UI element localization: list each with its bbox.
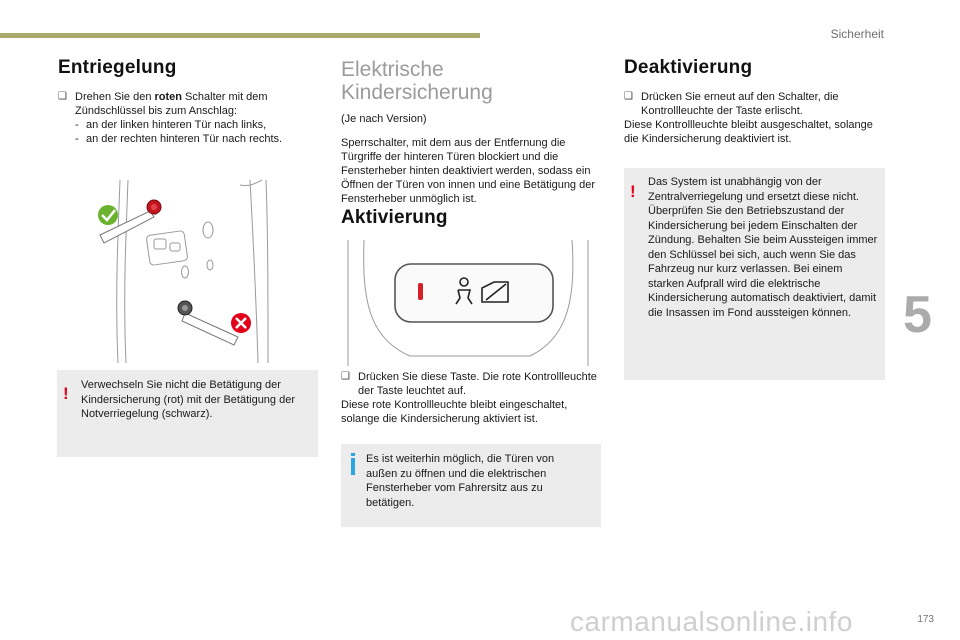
exclamation-icon: ! [630,182,636,201]
square-bullet-icon: ❑ [341,371,350,382]
exclamation-icon: ! [63,384,69,403]
aktivierung-steps [341,370,603,426]
screw-hole [203,222,213,238]
watermark: carmanualsonline.info [570,606,853,637]
deaktivierung-title: Deaktivierung [624,57,753,78]
square-bullet-icon: ❑ [58,91,67,102]
header-accent-bar [0,33,480,38]
door-lock-illustration [90,175,280,365]
entriegelung-step [58,90,318,118]
entriegelung-steps [58,90,318,146]
square-bullet-icon: ❑ [624,91,633,102]
page-number: 173 [917,614,934,625]
latch-mechanism [146,231,188,266]
screw-hole [182,266,189,278]
red-indicator-light [418,283,423,300]
screw-hole [207,260,213,270]
aktivierung-info-text: Es ist weiterhin möglich, die Türen von außen zu öffnen und die elektrischen Fensterheber vom Fahrersitz aus zu betätigen. [366,453,555,509]
entriegelung-step-text: Drehen Sie den roten Schalter mit dem Zündschlüssel bis zum Anschlag: [75,91,268,117]
entriegelung-warning-text: Verwechseln Sie nicht die Betätigung der Kindersicherung (rot) mit der Betätigung der Notverriegelung (schwarz). [81,379,295,420]
check-icon [98,205,118,225]
aktivierung-info-box [341,444,601,527]
aktivierung-note: Diese rote Kontrollleuchte bleibt eingeschaltet, solange die Kindersicherung aktiviert ist. [341,399,568,425]
entriegelung-title: Entriegelung [58,57,177,78]
chapter-number: 5 [903,286,932,344]
entriegelung-warning-box [57,370,318,457]
sub-item: - an der rechten hinteren Tür nach rechts. [75,133,283,145]
deaktivierung-step: ❑ Drücken Sie erneut auf den Schalter, die Kontrollleuchte der Taste erlischt. [624,91,839,117]
door-edge-line [117,180,120,363]
version-note: (Je nach Version) [341,113,427,125]
deaktivierung-steps [624,90,886,146]
section-label: Sicherheit [830,27,884,41]
aktivierung-step: ❑ Drücken Sie diese Taste. Die rote Kontrollleuchte der Taste leuchtet auf. [341,371,597,397]
door-edge-line [125,180,128,363]
cross-icon [231,313,251,333]
sub-item: - an der linken hinteren Tür nach links, [75,119,267,131]
deaktivierung-note: Diese Kontrollleuchte bleibt ausgeschaltet, solange die Kindersicherung deaktiviert ist. [624,119,873,145]
elektrische-kindersicherung-title: Elektrische Kindersicherung [341,58,493,104]
door-frame-line [250,180,258,363]
deaktivierung-warning-text: Das System ist unabhängig von der Zentralverriegelung und ersetzt diese nicht. Überprüfen Sie den Betriebszustand der Kindersicherung bei jedem Einschalten der Zündung. Behalten Sie beim Aussteigen immer den Schlüssel bei sich, auch wenn Sie das Fahrzeug nur kurz verlassen. Bei einem starken Aufprall wird die elektrische Kindersicherung automatisch deaktiviert, damit die Insassen im Fond aussteigen können. [648,176,878,319]
black-emergency-lock [178,301,238,345]
aktivierung-title: Aktivierung [341,207,448,228]
deaktivierung-warning-box [624,168,885,380]
kindersicherung-description: Sperrschalter, mit dem aus der Entfernung die Türgriffe der hinteren Türen blockiert und die Fensterheber hinten deaktiviert werden, sodass ein Öffnen der Türen von innen und eine Betätigung der Fensterheber unmöglich ist. [341,137,596,205]
info-icon [351,458,355,475]
door-frame-line [266,180,268,363]
child-lock-switch-illustration [340,238,598,368]
